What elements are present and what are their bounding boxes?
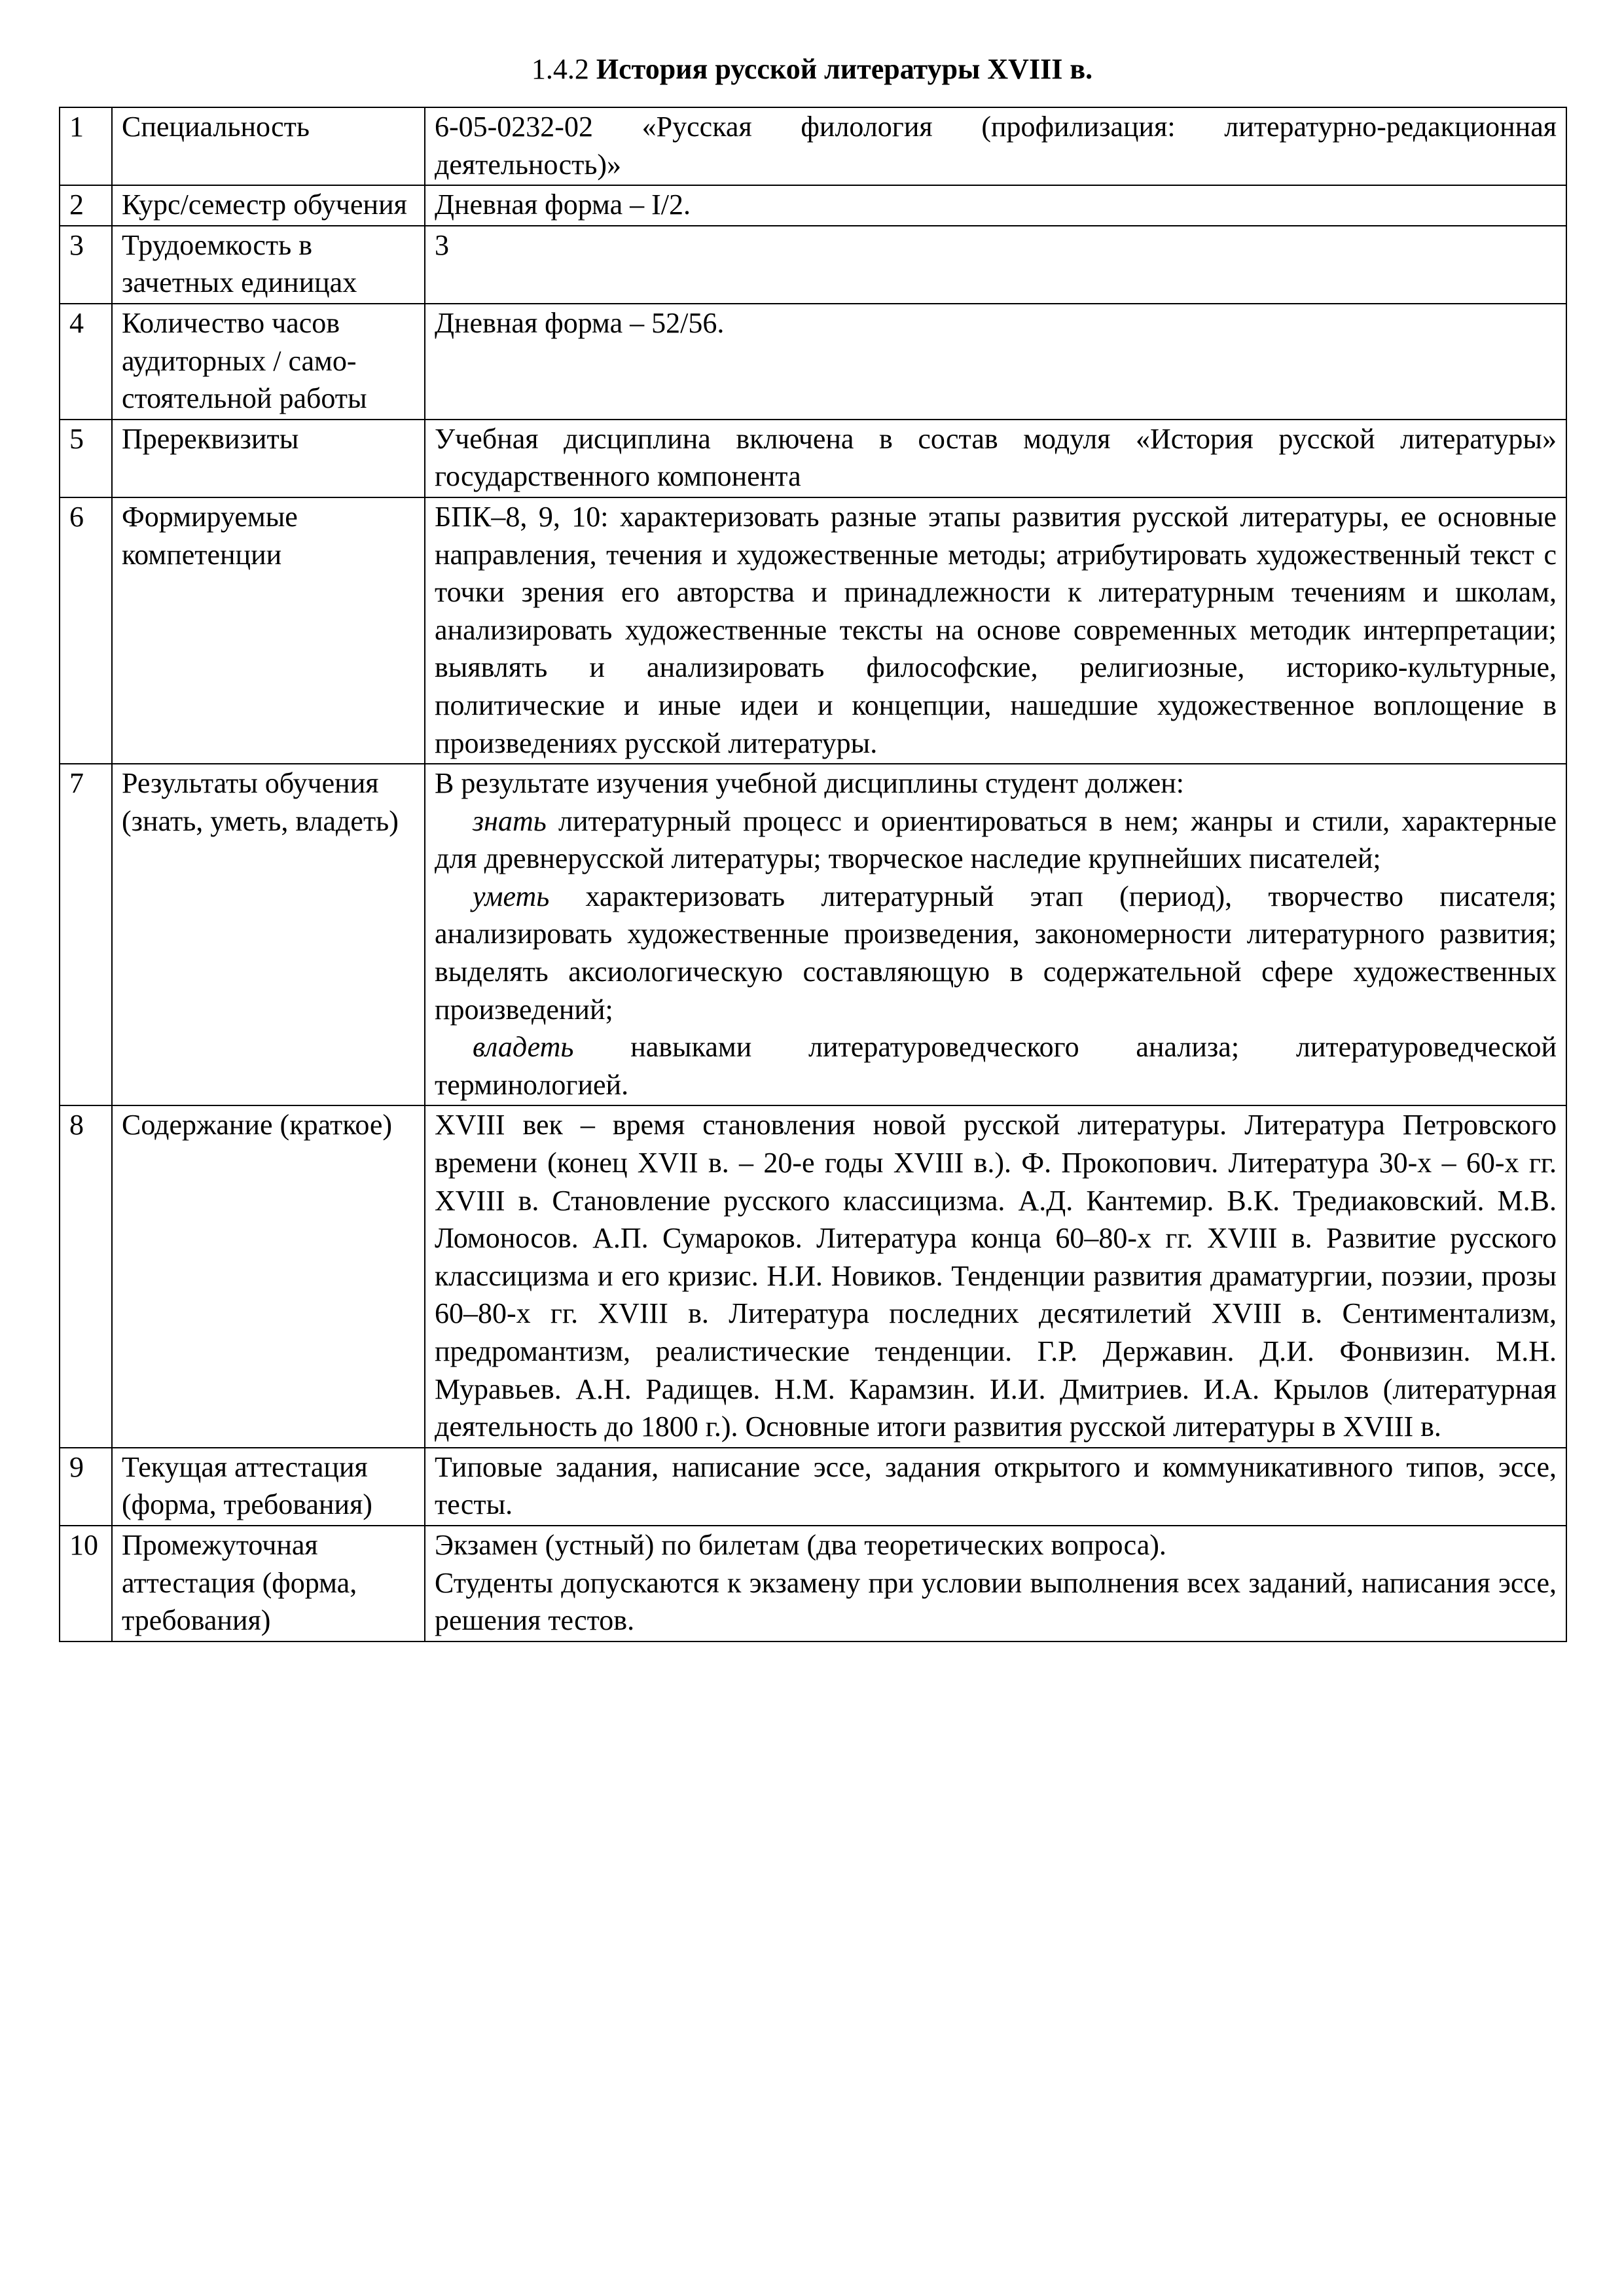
table-row [60, 1448, 1566, 1526]
row-number: 8 [60, 1105, 112, 1447]
row-label: Курс/семестр обучения [112, 185, 425, 226]
outcome-know-term: знать [473, 804, 547, 837]
row-number: 3 [60, 226, 112, 304]
outcome-own-text: навыками литературоведческого анализа; литературоведческой терминологией. [435, 1031, 1557, 1101]
row-number: 1 [60, 107, 112, 185]
outcome-can-text: характеризовать литературный этап (период), творчество писателя; анализировать художественные произведения, закономерности литературного развития; выделять аксиологическую составляющую в содержательной сфере художественных произведений; [435, 880, 1557, 1026]
outcome-can-term: уметь [473, 880, 550, 912]
section-title: История русской литературы XVIII в. [596, 53, 1093, 85]
outcome-know [435, 802, 1557, 878]
table-row [60, 497, 1566, 764]
course-info-table [59, 107, 1567, 1642]
row-label: Промежуточная аттестация (форма, требования) [112, 1526, 425, 1641]
row-value: БПК–8, 9, 10: характеризовать разные этапы развития русской литературы, ее основные направления, течения и художественные методы; атрибутировать художественный текст с точки зрения его авторства и принадлежности к литературным течениям и школам, анализировать художественные тексты на основе современных методик интерпретации; выявлять и анализировать философские, религиозные, историко-культурные, политические и иные идеи и концепции, нашедшие художественное воплощение в произведениях русской литературы. [425, 497, 1566, 764]
row-value: Типовые задания, написание эссе, задания открытого и коммуникативного типов, эссе, тесты. [425, 1448, 1566, 1526]
exam-form: Экзамен (устный) по билетам (два теоретических вопроса). [435, 1528, 1166, 1561]
row-number: 5 [60, 420, 112, 497]
row-number: 6 [60, 497, 112, 764]
section-number: 1.4.2 [531, 53, 589, 85]
table-row [60, 420, 1566, 497]
row-label: Трудоемкость в зачетных единицах [112, 226, 425, 304]
table-row [60, 1105, 1566, 1447]
row-label: Пререквизиты [112, 420, 425, 497]
row-number: 7 [60, 764, 112, 1105]
outcome-own-term: владеть [473, 1031, 574, 1064]
row-label: Текущая аттестация (форма, требования) [112, 1448, 425, 1526]
row-label: Количество часов аудиторных / само-стоятельной работы [112, 304, 425, 420]
row-value [425, 764, 1566, 1105]
row-number: 10 [60, 1526, 112, 1641]
table-row [60, 226, 1566, 304]
row-number: 9 [60, 1448, 112, 1526]
row-number: 2 [60, 185, 112, 226]
table-row [60, 185, 1566, 226]
row-label: Содержание (краткое) [112, 1105, 425, 1447]
row-value: Дневная форма – I/2. [425, 185, 1566, 226]
row-value: Учебная дисциплина включена в состав модуля «История русской литературы» государственного компонента [425, 420, 1566, 497]
row-value: Дневная форма – 52/56. [425, 304, 1566, 420]
table-row [60, 764, 1566, 1105]
row-label: Формируемые компетенции [112, 497, 425, 764]
row-value [425, 1526, 1566, 1641]
row-value: XVIII век – время становления новой русской литературы. Литература Петровского времени (конец XVII в. – 20-е годы XVIII в.). Ф. Прокопович. Литература 30-х – 60-х гг. XVIII в. Становление русского классицизма. А.Д. Кантемир. В.К. Тредиаковский. М.В. Ломоносов. А.П. Сумароков. Литература конца 60–80-х гг. XVIII в. Развитие русского классицизма и его кризис. Н.И. Новиков. Тенденции развития драматургии, поэзии, прозы 60–80-х гг. XVIII в. Литература последних десятилетий XVIII в. Сентиментализм, предромантизм, реалистические тенденции. Г.Р. Державин. Д.И. Фонвизин. М.Н. Муравьев. А.Н. Радищев. Н.М. Карамзин. И.И. Дмитриев. И.А. Крылов (литературная деятельность до 1800 г.). Основные итоги развития русской литературы в XVIII в. [425, 1105, 1566, 1447]
page-title [0, 51, 1624, 88]
exam-admission: Студенты допускаются к экзамену при условии выполнения всех заданий, написания эссе, решения тестов. [435, 1566, 1557, 1637]
row-value: 6-05-0232-02 «Русская филология (профилизация: литературно-редакционная деятельность)» [425, 107, 1566, 185]
table-row [60, 1526, 1566, 1641]
row-number: 4 [60, 304, 112, 420]
row-label: Результаты обучения (знать, уметь, владеть) [112, 764, 425, 1105]
table-row [60, 304, 1566, 420]
outcome-can [435, 878, 1557, 1028]
row-label: Специальность [112, 107, 425, 185]
outcome-know-text: литературный процесс и ориентироваться в нем; жанры и стили, характерные для древнерусской литературы; творческое наследие крупнейших писателей; [435, 804, 1557, 875]
learning-outcomes-intro: В результате изучения учебной дисциплины студент должен: [435, 767, 1185, 800]
table-row [60, 107, 1566, 185]
row-value: 3 [425, 226, 1566, 304]
outcome-own [435, 1028, 1557, 1103]
